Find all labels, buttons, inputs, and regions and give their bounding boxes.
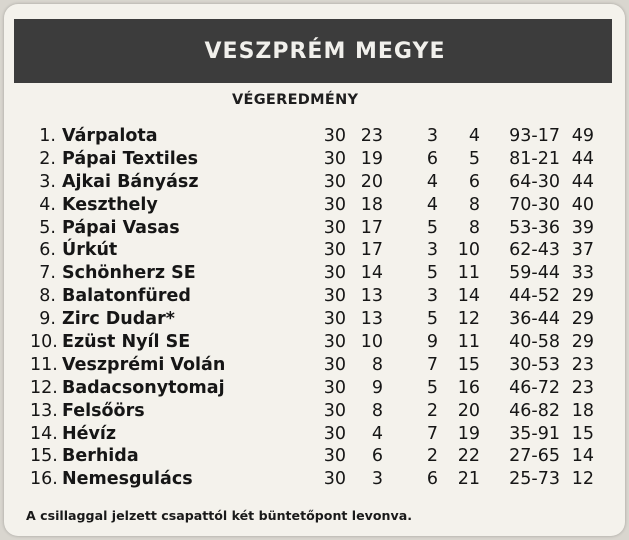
won-cell: 23 (360, 126, 383, 146)
team-name: Pápai Vasas (62, 217, 180, 238)
standings-table (30, 126, 610, 492)
goals-cell: 40-58 (509, 332, 560, 353)
table-row (30, 469, 610, 492)
rank-cell: 2. (39, 148, 56, 169)
table-row (30, 309, 610, 332)
points-cell: 39 (571, 217, 594, 238)
played-cell: 30 (323, 126, 346, 146)
won-cell: 17 (360, 217, 383, 238)
goals-cell: 44-52 (509, 286, 560, 307)
table-row (30, 172, 610, 195)
team-name: Pápai Textiles (62, 148, 199, 169)
table-row (30, 378, 610, 401)
team-name: Keszthely (62, 194, 158, 215)
goals-cell: 25-73 (509, 469, 560, 490)
won-cell: 8 (371, 400, 383, 421)
drawn-cell: 5 (426, 217, 438, 238)
rank-cell: 5. (39, 217, 56, 238)
section-subtitle: VÉGEREDMÉNY (232, 92, 359, 108)
drawn-cell: 2 (426, 446, 438, 467)
played-cell: 30 (323, 332, 346, 353)
team-name: Zirc Dudar* (62, 309, 175, 330)
rank-cell: 13. (30, 400, 58, 421)
table-row (30, 286, 610, 309)
points-cell: 37 (571, 240, 594, 261)
played-cell: 30 (323, 423, 346, 444)
lost-cell: 15 (457, 354, 480, 375)
rank-cell: 8. (39, 286, 56, 307)
won-cell: 10 (360, 332, 383, 353)
drawn-cell: 3 (426, 240, 438, 261)
rank-cell: 11. (30, 354, 58, 375)
drawn-cell: 2 (426, 400, 438, 421)
lost-cell: 19 (457, 423, 480, 444)
rank-cell: 10. (30, 332, 58, 353)
drawn-cell: 6 (426, 469, 438, 490)
played-cell: 30 (323, 469, 346, 490)
rank-cell: 16. (30, 469, 58, 490)
goals-cell: 46-72 (509, 377, 560, 398)
drawn-cell: 4 (426, 194, 438, 215)
played-cell: 30 (323, 446, 346, 467)
rank-cell: 1. (39, 126, 56, 146)
page-title: VESZPRÉM MEGYE (204, 38, 446, 64)
table-row (30, 263, 610, 286)
goals-cell: 70-30 (509, 194, 560, 215)
rank-cell: 12. (30, 377, 58, 398)
drawn-cell: 3 (426, 126, 438, 146)
goals-cell: 35-91 (509, 423, 560, 444)
points-cell: 14 (571, 446, 594, 467)
team-name: Várpalota (62, 126, 158, 146)
points-cell: 29 (571, 332, 594, 353)
played-cell: 30 (323, 171, 346, 192)
header-bar (14, 19, 612, 83)
team-name: Badacsonytomaj (62, 377, 225, 398)
played-cell: 30 (323, 194, 346, 215)
played-cell: 30 (323, 400, 346, 421)
lost-cell: 5 (468, 148, 480, 169)
won-cell: 17 (360, 240, 383, 261)
drawn-cell: 5 (426, 263, 438, 284)
rank-cell: 15. (30, 446, 58, 467)
team-name: Ajkai Bányász (62, 171, 199, 192)
drawn-cell: 7 (426, 423, 438, 444)
drawn-cell: 5 (426, 377, 438, 398)
drawn-cell: 5 (426, 309, 438, 330)
goals-cell: 53-36 (509, 217, 560, 238)
lost-cell: 21 (457, 469, 480, 490)
goals-cell: 59-44 (509, 263, 560, 284)
goals-cell: 46-82 (509, 400, 560, 421)
points-cell: 44 (571, 148, 594, 169)
drawn-cell: 7 (426, 354, 438, 375)
won-cell: 18 (360, 194, 383, 215)
lost-cell: 6 (468, 171, 480, 192)
drawn-cell: 4 (426, 171, 438, 192)
table-row (30, 218, 610, 241)
points-cell: 29 (571, 309, 594, 330)
drawn-cell: 3 (426, 286, 438, 307)
won-cell: 3 (371, 469, 383, 490)
table-row (30, 126, 610, 149)
won-cell: 9 (371, 377, 383, 398)
rank-cell: 7. (39, 263, 56, 284)
team-name: Veszprémi Volán (62, 354, 226, 375)
points-cell: 49 (571, 126, 594, 146)
rank-cell: 9. (39, 309, 56, 330)
table-row (30, 195, 610, 218)
points-cell: 44 (571, 171, 594, 192)
footnote: A csillaggal jelzett csapattól két büntetőpont levonva. (26, 508, 412, 523)
lost-cell: 11 (457, 332, 480, 353)
team-name: Ezüst Nyíl SE (62, 332, 191, 353)
table-row (30, 446, 610, 469)
lost-cell: 22 (457, 446, 480, 467)
lost-cell: 8 (468, 217, 480, 238)
points-cell: 23 (571, 377, 594, 398)
team-name: Nemesgulács (62, 469, 193, 490)
rank-cell: 14. (30, 423, 58, 444)
rank-cell: 6. (39, 240, 56, 261)
played-cell: 30 (323, 309, 346, 330)
lost-cell: 16 (457, 377, 480, 398)
lost-cell: 4 (468, 126, 480, 146)
lost-cell: 8 (468, 194, 480, 215)
table-row (30, 355, 610, 378)
team-name: Schönherz SE (62, 263, 196, 284)
team-name: Hévíz (62, 423, 117, 444)
lost-cell: 12 (457, 309, 480, 330)
drawn-cell: 6 (426, 148, 438, 169)
lost-cell: 14 (457, 286, 480, 307)
won-cell: 20 (360, 171, 383, 192)
won-cell: 4 (371, 423, 383, 444)
rank-cell: 3. (39, 171, 56, 192)
table-row (30, 401, 610, 424)
won-cell: 8 (371, 354, 383, 375)
team-name: Berhida (62, 446, 139, 467)
goals-cell: 30-53 (509, 354, 560, 375)
lost-cell: 10 (457, 240, 480, 261)
won-cell: 19 (360, 148, 383, 169)
table-row (30, 149, 610, 172)
goals-cell: 36-44 (509, 309, 560, 330)
newspaper-clipping (4, 4, 625, 536)
won-cell: 6 (371, 446, 383, 467)
table-row (30, 424, 610, 447)
team-name: Balatonfüred (62, 286, 191, 307)
goals-cell: 64-30 (509, 171, 560, 192)
rank-cell: 4. (39, 194, 56, 215)
goals-cell: 81-21 (509, 148, 560, 169)
team-name: Úrkút (62, 240, 118, 261)
points-cell: 15 (571, 423, 594, 444)
won-cell: 13 (360, 309, 383, 330)
played-cell: 30 (323, 240, 346, 261)
table-row (30, 332, 610, 355)
points-cell: 23 (571, 354, 594, 375)
played-cell: 30 (323, 377, 346, 398)
points-cell: 18 (571, 400, 594, 421)
points-cell: 29 (571, 286, 594, 307)
won-cell: 14 (360, 263, 383, 284)
team-name: Felsőörs (62, 400, 145, 421)
played-cell: 30 (323, 148, 346, 169)
lost-cell: 11 (457, 263, 480, 284)
goals-cell: 62-43 (509, 240, 560, 261)
played-cell: 30 (323, 354, 346, 375)
goals-cell: 27-65 (509, 446, 560, 467)
points-cell: 40 (571, 194, 594, 215)
table-row (30, 240, 610, 263)
drawn-cell: 9 (426, 332, 438, 353)
played-cell: 30 (323, 217, 346, 238)
points-cell: 12 (571, 469, 594, 490)
played-cell: 30 (323, 286, 346, 307)
played-cell: 30 (323, 263, 346, 284)
points-cell: 33 (571, 263, 594, 284)
won-cell: 13 (360, 286, 383, 307)
goals-cell: 93-17 (509, 126, 560, 146)
lost-cell: 20 (457, 400, 480, 421)
